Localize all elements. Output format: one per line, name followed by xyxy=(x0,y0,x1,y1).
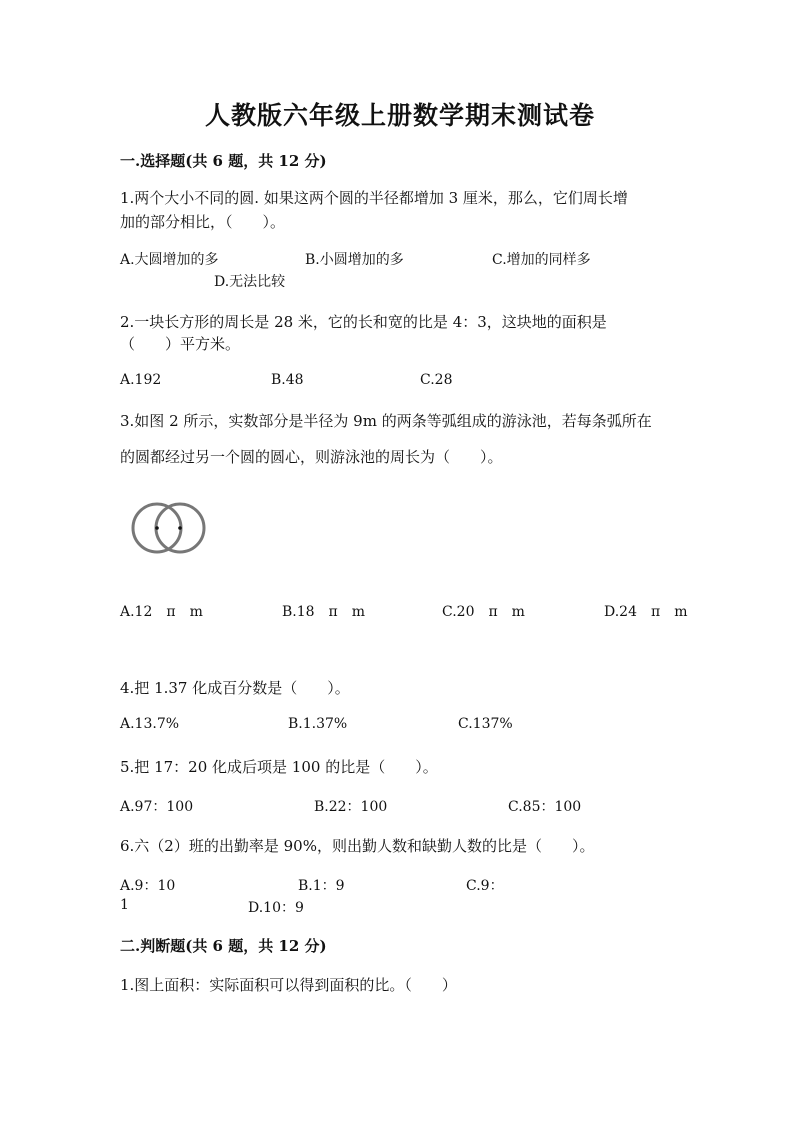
option-b[interactable]: B.18 π m xyxy=(282,604,366,620)
question-text: 3.如图 2 所示，实数部分是半径为 9m 的两条等弧组成的游泳池，若每条弧所在 xyxy=(120,412,652,430)
question-text: 加的部分相比，（ ）。 xyxy=(120,213,286,231)
option-b[interactable]: B.1.37% xyxy=(288,716,348,732)
right-center-dot xyxy=(178,526,182,530)
option-b[interactable]: B.48 xyxy=(271,372,304,388)
option-a[interactable]: A.13.7% xyxy=(120,716,180,732)
question-text: （ ）平方米。 xyxy=(120,335,241,353)
option-a[interactable]: A.97：100 xyxy=(120,799,194,815)
option-d[interactable]: D.10：9 xyxy=(248,900,304,916)
option-b[interactable]: B.小圆增加的多 xyxy=(305,252,404,268)
question-text: 2.一块长方形的周长是 28 米，它的长和宽的比是 4：3，这块地的面积是 xyxy=(120,313,607,331)
option-a[interactable]: A.9：10 xyxy=(120,878,176,894)
question-text: 4.把 1.37 化成百分数是（ ）。 xyxy=(120,679,350,697)
section-heading: 一.选择题(共 6 题，共 12 分) xyxy=(120,152,327,170)
option-c[interactable]: C.增加的同样多 xyxy=(492,252,591,268)
question-text: 1.两个大小不同的圆. 如果这两个圆的半径都增加 3 厘米，那么，它们周长增 xyxy=(120,189,628,207)
option-d[interactable]: D.无法比较 xyxy=(214,274,286,290)
option-c[interactable]: C.137% xyxy=(458,716,513,732)
option-c[interactable]: C.9： xyxy=(466,878,504,894)
option-c-continued: 1 xyxy=(120,897,129,913)
option-a[interactable]: A.大圆增加的多 xyxy=(120,252,219,268)
option-c[interactable]: C.20 π m xyxy=(442,604,525,620)
left-center-dot xyxy=(155,526,159,530)
option-d[interactable]: D.24 π m xyxy=(604,604,688,620)
question-text: 的圆都经过另一个圆的圆心，则游泳池的周长为（ ）。 xyxy=(120,448,503,466)
page-title: 人教版六年级上册数学期末测试卷 xyxy=(204,101,595,130)
option-c[interactable]: C.28 xyxy=(420,372,453,388)
question-text: 1.图上面积：实际面积可以得到面积的比。（ ） xyxy=(120,976,457,994)
option-b[interactable]: B.22：100 xyxy=(314,799,388,815)
option-a[interactable]: A.192 xyxy=(120,372,162,388)
two-circles-figure xyxy=(128,498,210,558)
option-c[interactable]: C.85：100 xyxy=(508,799,582,815)
option-a[interactable]: A.12 π m xyxy=(120,604,203,620)
question-text: 5.把 17：20 化成后项是 100 的比是（ ）。 xyxy=(120,758,438,776)
option-b[interactable]: B.1：9 xyxy=(298,878,345,894)
section-heading: 二.判断题(共 6 题，共 12 分) xyxy=(120,937,327,955)
question-text: 6.六（2）班的出勤率是 90%，则出勤人数和缺勤人数的比是（ ）。 xyxy=(120,837,595,855)
